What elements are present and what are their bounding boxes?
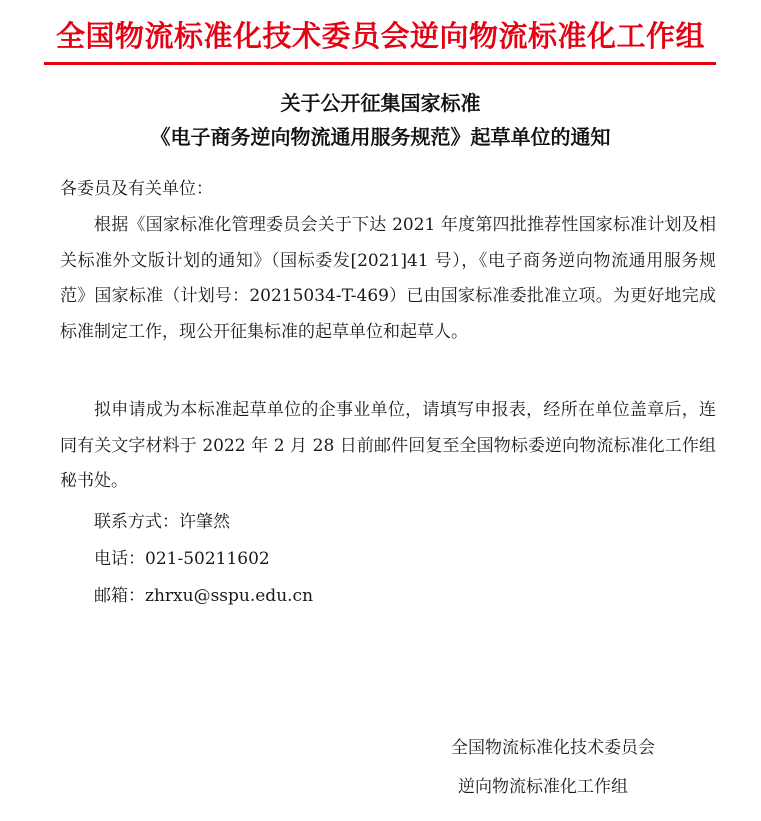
salutation: 各委员及有关单位： [60, 179, 213, 199]
body-paragraph-2: 拟申请成为本标准起草单位的企事业单位，请填写申报表，经所在单位盖章后，连同有关文字材料于 2022 年 2 月 28 日前邮件回复至全国物标委逆向物流标准化工作组秘书处。 [60, 400, 716, 491]
notice-title-line1: 关于公开征集国家标准 [280, 91, 481, 115]
signature-working-group: 逆向物流标准化工作组 [458, 777, 628, 797]
contact-email: 邮箱：zhrxu@sspu.edu.cn [94, 586, 314, 606]
letterhead-divider [44, 62, 716, 65]
contact-person: 联系方式：许肇然 [94, 512, 230, 532]
body-paragraph-1: 根据《国家标准化管理委员会关于下达 2021 年度第四批推荐性国家标准计划及相关标准外文版计划的通知》（国标委发[2021]41 号），《电子商务逆向物流通用服务规范》国家标准（计划号：20215034-T-469）已由国家标准委批准立项。为更好地完成标准制定工作，现公开征集标准的起草单位和起草人。 [60, 215, 716, 342]
signature-organization: 全国物流标准化技术委员会 [451, 738, 655, 758]
contact-phone: 电话：021-50211602 [94, 549, 270, 569]
letterhead-title: 全国物流标准化技术委员会逆向物流标准化工作组 [55, 19, 705, 53]
notice-title-line2: 《电子商务逆向物流通用服务规范》起草单位的通知 [150, 125, 611, 149]
